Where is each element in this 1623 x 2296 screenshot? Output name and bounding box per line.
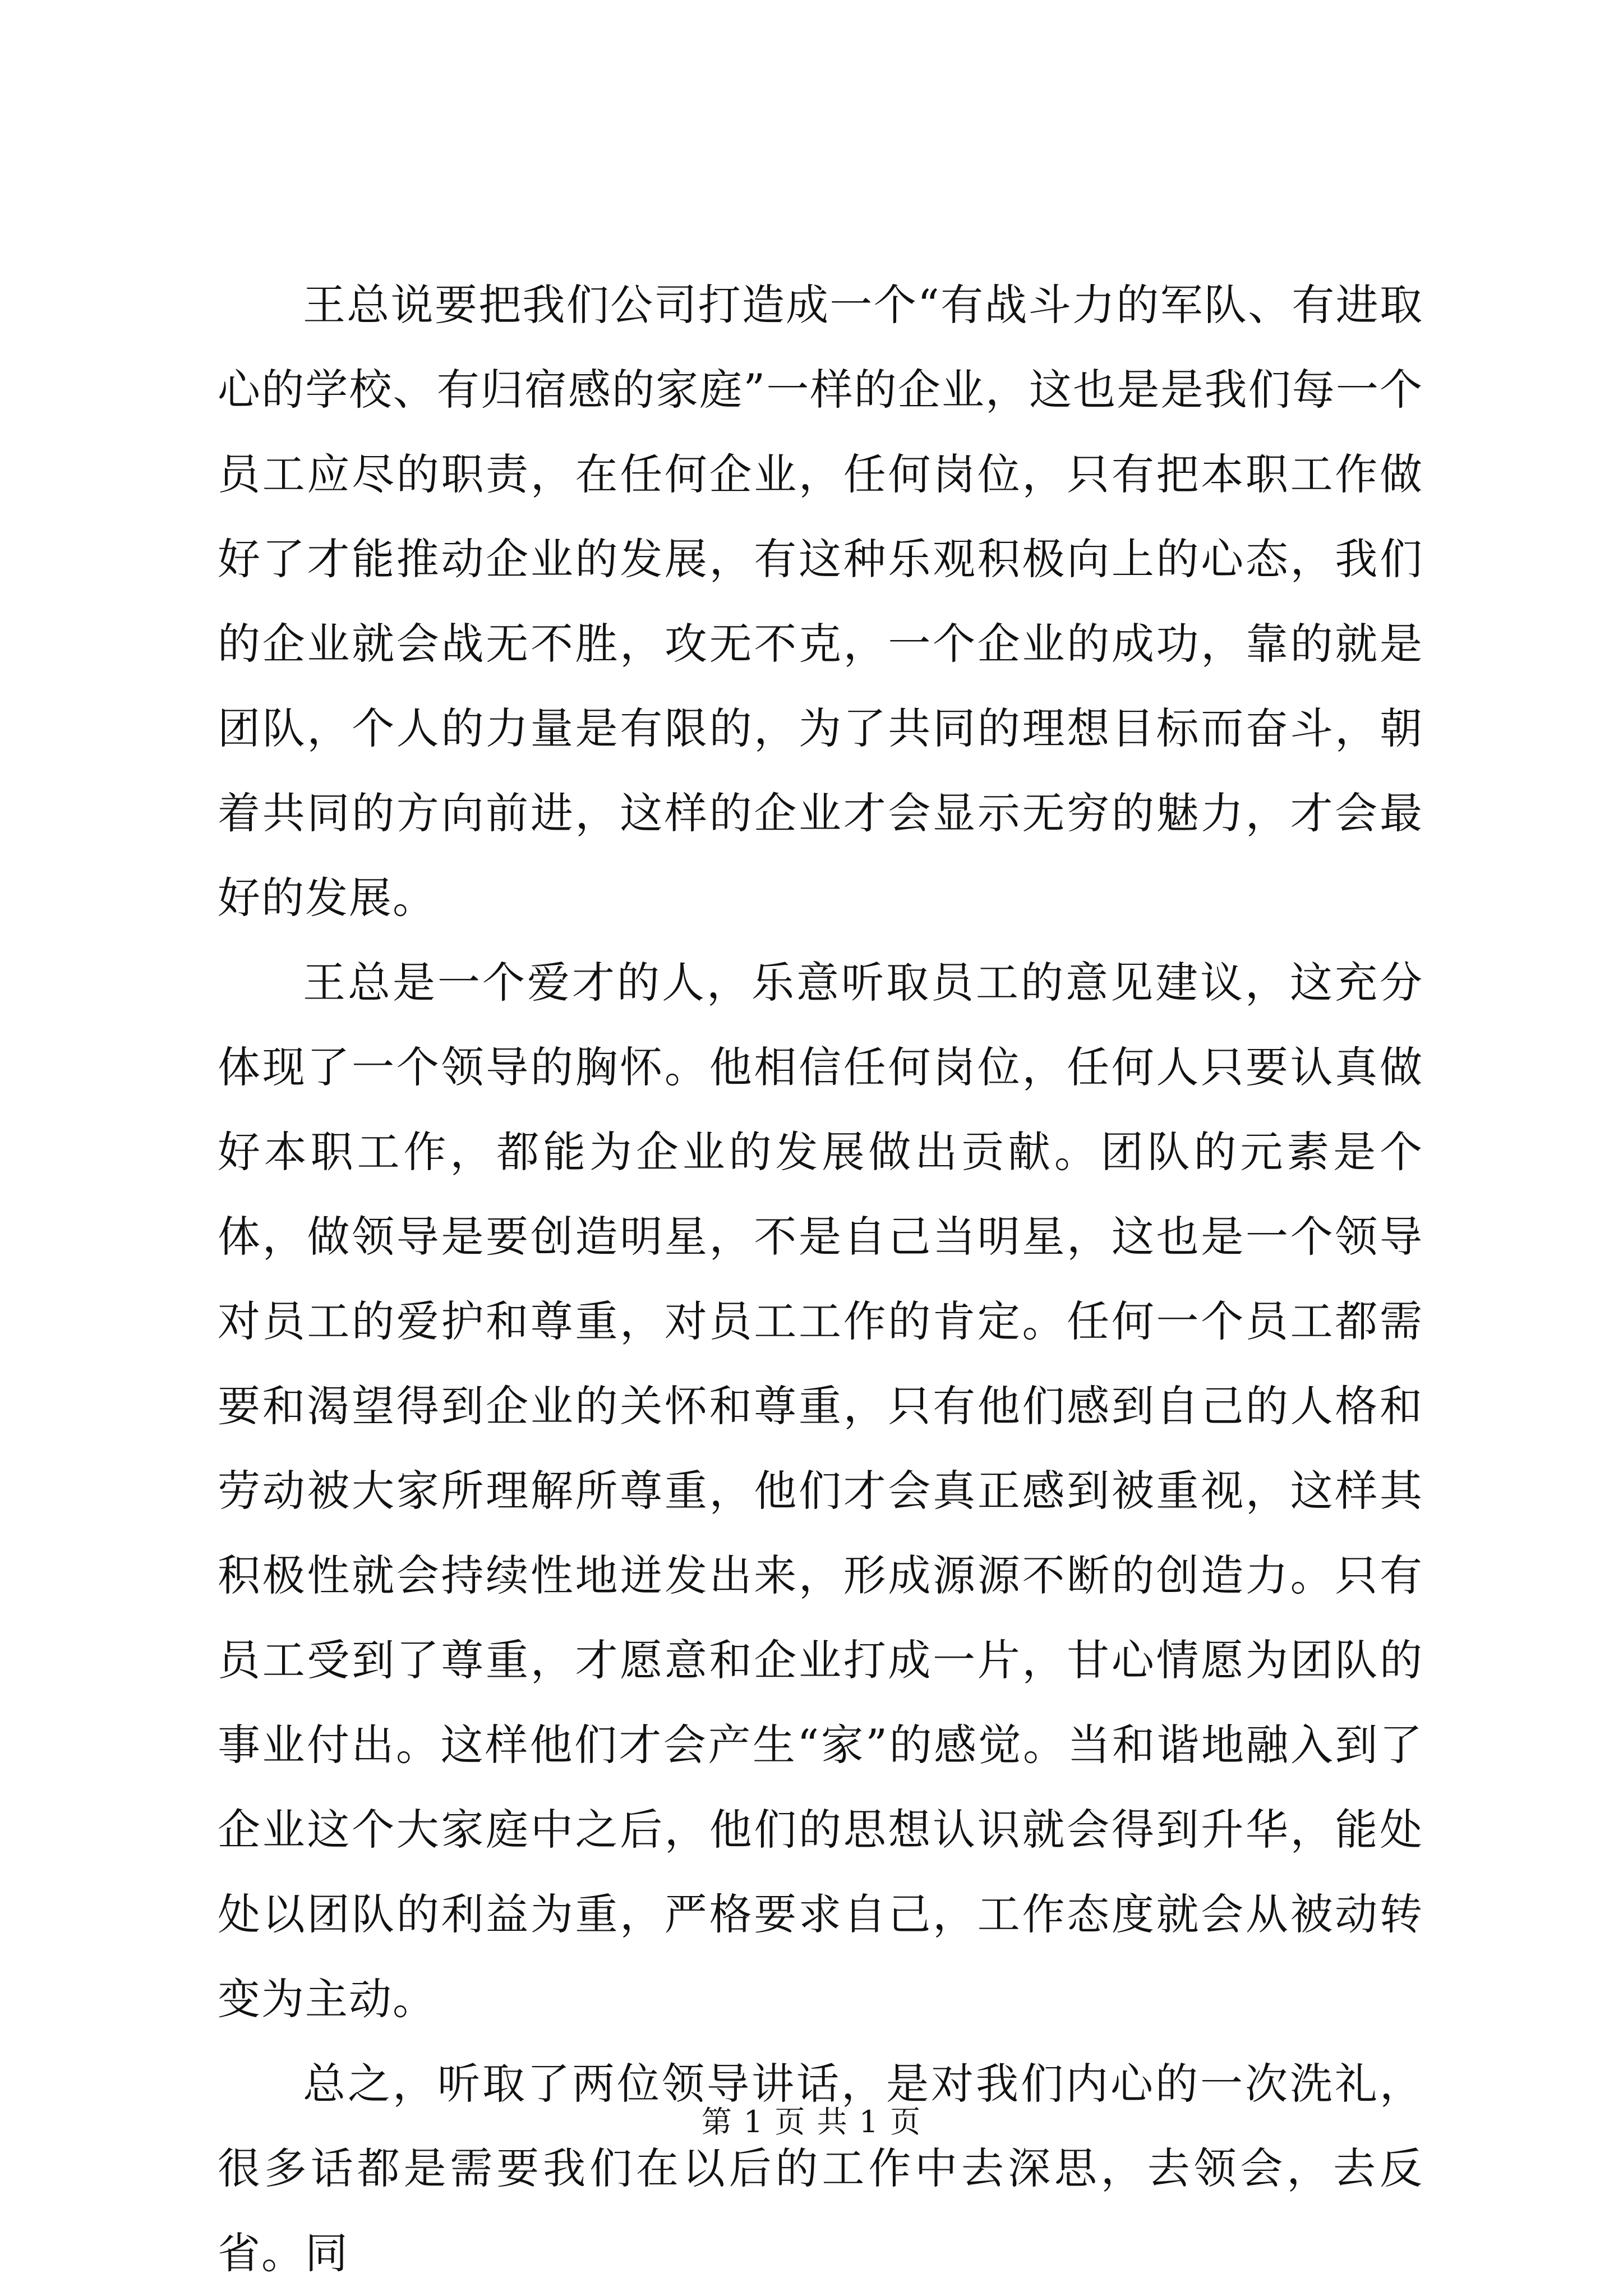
page-footer: 第 1 页 共 1 页 <box>701 2104 922 2139</box>
paragraph-2: 王总是一个爱才的人，乐意听取员工的意见建议，这充分体现了一个领导的胸怀。他相信任何岗位，任何人只要认真做好本职工作，都能为企业的发展做出贡献。团队的元素是个体，做领导是要创造明星，不是自己当明星，这也是一个领导对员工的爱护和尊重，对员工工作的肯定。任何一个员工都需要和渴望得到企业的关怀和尊重，只有他们感到自己的人格和劳动被大家所理解所尊重，他们才会真正感到被重视，这样其积极性就会持续性地迸发出来，形成源源不断的创造力。只有员工受到了尊重，才愿意和企业打成一片，甘心情愿为团队的事业付出。这样他们才会产生“家”的感觉。当和谐地融入到了企业这个大家庭中之后，他们的思想认识就会得到升华，能处处以团队的利益为重，严格要求自己，工作态度就会从被动转变为主动。 <box>218 958 1423 2024</box>
document-body <box>218 263 1423 2295</box>
paragraph-1: 王总说要把我们公司打造成一个“有战斗力的军队、有进取心的学校、有归宿感的家庭”一样的企业，这也是是我们每一个员工应尽的职责，在任何企业，任何岗位，只有把本职工作做好了才能推动企业的发展，有这种乐观积极向上的心态，我们的企业就会战无不胜，攻无不克，一个企业的成功，靠的就是团队，个人的力量是有限的，为了共同的理想目标而奋斗，朝着共同的方向前进，这样的企业才会显示无穷的魅力，才会最好的发展。 <box>218 280 1423 923</box>
paragraph-3: 总之，听取了两位领导讲话，是对我们内心的一次洗礼，很多话都是需要我们在以后的工作中去深思，去领会，去反省。同 <box>218 2059 1423 2278</box>
